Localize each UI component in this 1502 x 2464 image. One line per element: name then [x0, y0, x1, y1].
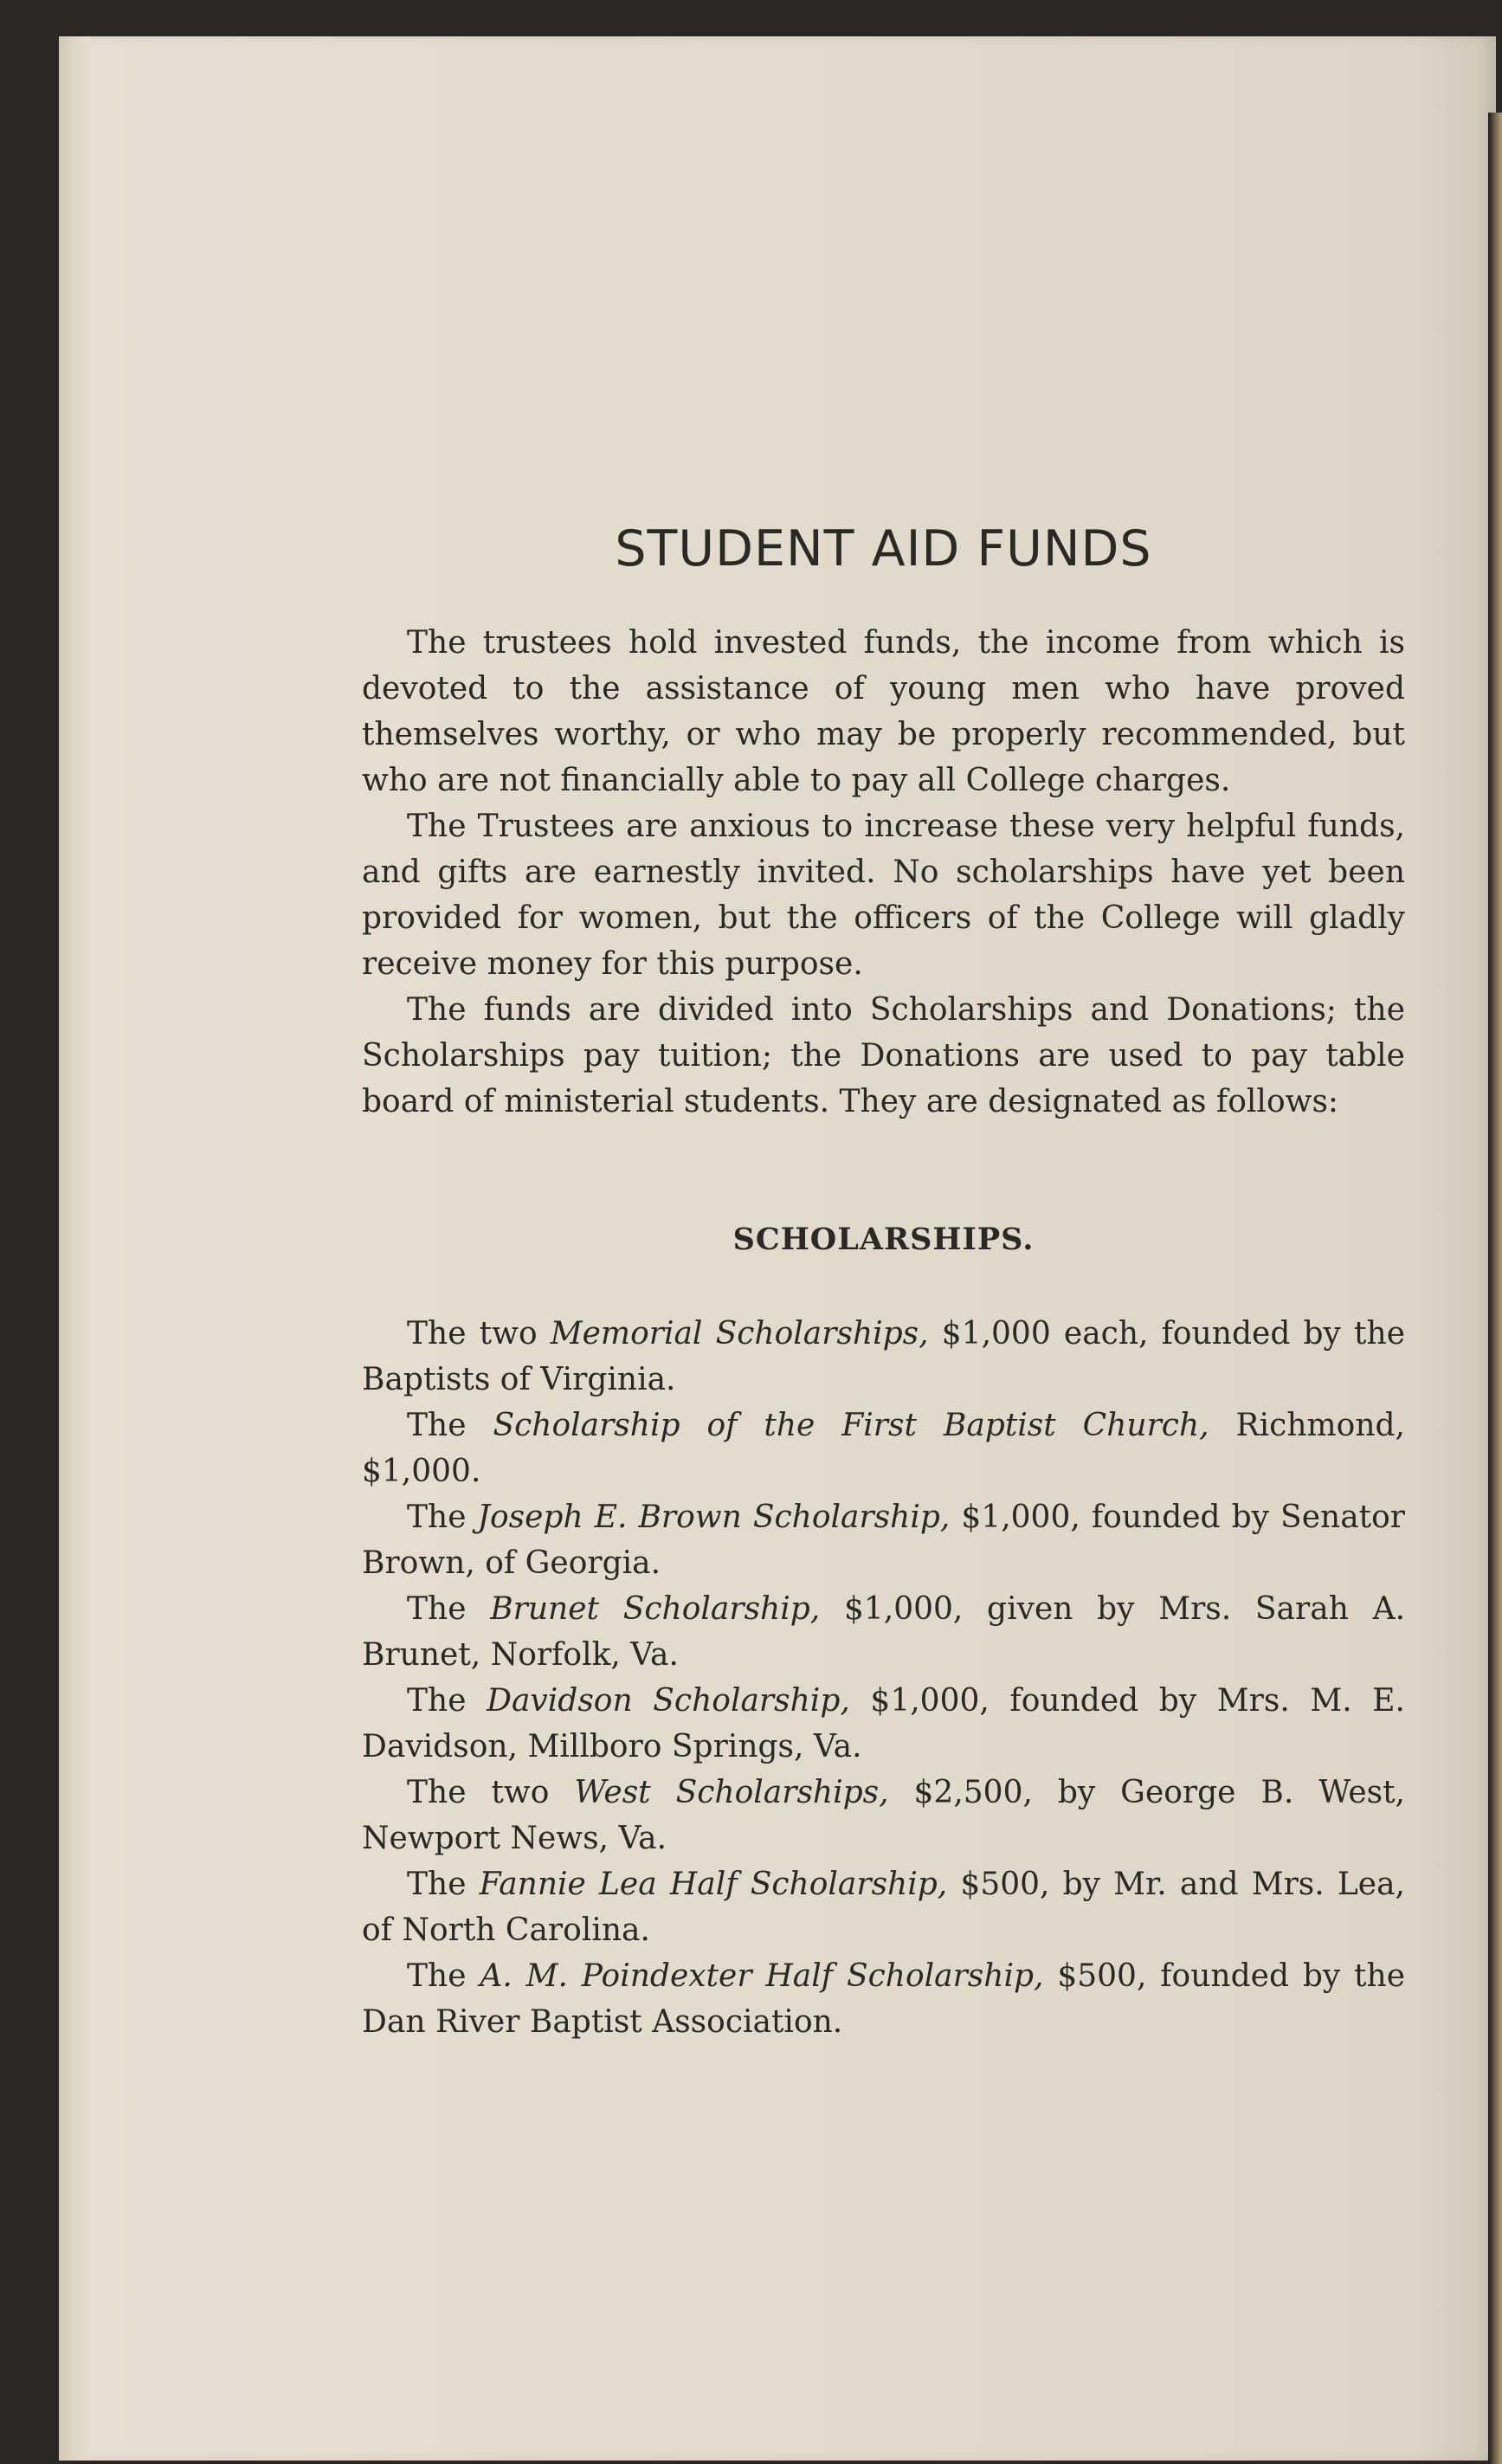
intro-paragraph-3: The funds are divided into Scholarships and Donations; the Scholarships pay tuition; the Donations are used to pay table board of ministerial students. They are designated as follows:	[362, 992, 1405, 1120]
scholarship-name: Brunet Scholarship,	[490, 1591, 821, 1628]
scholarship-name: Joseph E. Brown Scholarship,	[477, 1500, 951, 1536]
scholarship-entry: The Davidson Scholarship, $1,000, founded by Mrs. M. E. Davidson, Millboro Springs, Va.	[362, 1683, 1406, 1765]
section-heading: SCHOLARSHIPS.	[732, 1222, 1035, 1258]
scholarship-name: A. M. Poindexter Half Scholarship,	[480, 1958, 1044, 1995]
page-gutter	[59, 36, 90, 2461]
scholarship-name: Davidson Scholarship,	[487, 1683, 850, 1719]
intro-paragraph-1: The trustees hold invested funds, the income from which is devoted to the assistance of young men who have proved themselves worthy, or who may be properly recommended, but who are not financially able to pay all College charges.	[362, 625, 1405, 799]
scholarship-entry: The two Memorial Scholarships, $1,000 each, founded by the Baptists of Virginia.	[362, 1316, 1406, 1398]
scholarship-entry: The Fannie Lea Half Scholarship, $500, by Mr. and Mrs. Lea, of North Carolina.	[362, 1867, 1406, 1949]
scholarship-name: Scholarship of the First Baptist Church,	[493, 1408, 1209, 1444]
page-content	[362, 519, 1405, 2045]
scholarship-entry: The A. M. Poindexter Half Scholarship, $500, founded by the Dan River Baptist Association.	[362, 1958, 1406, 2041]
intro-section	[362, 620, 1405, 1125]
scholarship-name: West Scholarships,	[574, 1775, 889, 1811]
intro-paragraph-2: The Trustees are anxious to increase these very helpful funds, and gifts are earnestly invited. No scholarships have yet been provided for women, but the officers of the College will gladly receive money for this purpose.	[362, 809, 1405, 983]
scholarship-entry: The two West Scholarships, $2,500, by George B. West, Newport News, Va.	[362, 1775, 1406, 1857]
scholarship-entry: The Scholarship of the First Baptist Church, Richmond, $1,000.	[362, 1408, 1405, 1490]
scholarship-entry: The Joseph E. Brown Scholarship, $1,000, founded by Senator Brown, of Georgia.	[362, 1500, 1406, 1582]
page-title: STUDENT AID FUNDS	[615, 520, 1152, 577]
scholarship-list	[362, 1311, 1405, 2045]
book-edge	[1488, 113, 1502, 2464]
scholarship-entry: The Brunet Scholarship, $1,000, given by Mrs. Sarah A. Brunet, Norfolk, Va.	[362, 1591, 1406, 1674]
scholarship-name: Fannie Lea Half Scholarship,	[479, 1867, 948, 1903]
scholarship-name: Memorial Scholarships,	[550, 1316, 929, 1352]
